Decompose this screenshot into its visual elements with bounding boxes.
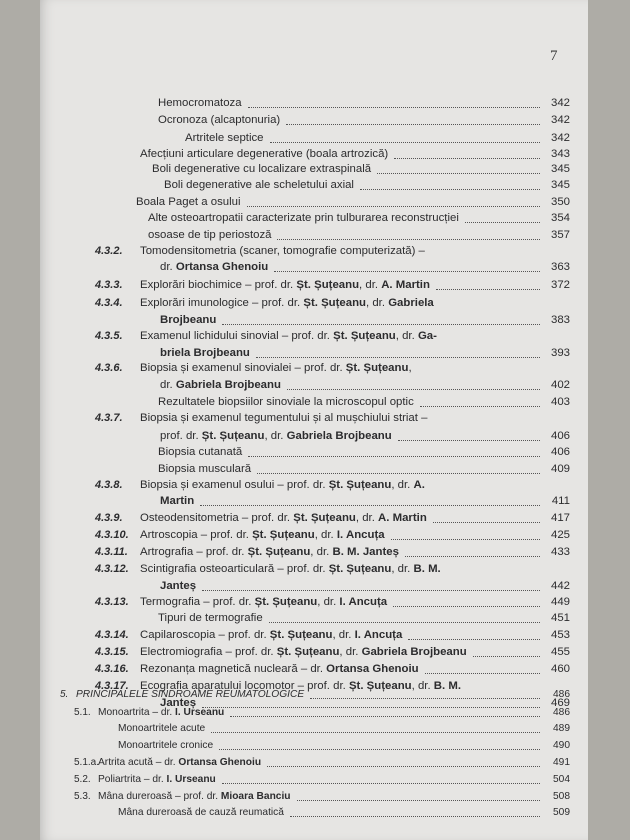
dotted-leader [270, 142, 540, 143]
toc-entry-title: prof. dr. Șt. Șuțeanu, dr. Gabriela Brojbeanu [160, 430, 392, 442]
dotted-leader [420, 406, 540, 407]
toc-entry-number: 4.3.17. [95, 680, 129, 692]
toc-entry-page: 342 [550, 97, 570, 109]
toc-entry-title: Explorări imunologice – prof. dr. Șt. Șuțeanu, dr. Gabriela [140, 297, 434, 309]
toc-entry-title: Biopsia și examenul sinovialei – prof. dr. Șt. Șuțeanu, [140, 362, 412, 374]
toc-entry-title: Tipuri de termografie [158, 612, 263, 624]
toc-entry-page: 345 [550, 179, 570, 191]
toc-entry-number: 4.3.3. [95, 279, 123, 291]
toc-entry-page: 490 [553, 740, 570, 751]
dotted-leader [297, 800, 540, 801]
toc-entry-title: dr. Gabriela Brojbeanu [160, 379, 281, 391]
toc-entry-page: 442 [550, 580, 570, 592]
book-page [40, 0, 588, 840]
dotted-leader [394, 158, 540, 159]
toc-entry-title: Biopsia și examenul osului – prof. dr. Șt. Șuțeanu, dr. A. [140, 479, 425, 491]
toc-entry-title: Capilaroscopia – prof. dr. Șt. Șuțeanu, dr. I. Ancuța [140, 629, 403, 641]
toc-entry-title: Monoartrita – dr. I. Urseanu [98, 707, 225, 718]
toc-entry-page: 357 [550, 229, 570, 241]
toc-entry-page: 489 [553, 723, 570, 734]
toc-entry-page: 504 [553, 774, 570, 785]
toc-entry-number: 5.3. [74, 791, 91, 802]
toc-entry-title: Monoartritele cronice [118, 740, 214, 751]
toc-entry-number: 4.3.15. [95, 646, 129, 658]
toc-entry-number: 4.3.14. [95, 629, 129, 641]
page-number: 7 [550, 48, 558, 64]
toc-entry-number: 4.3.7. [95, 412, 123, 424]
toc-entry-title: Martin [160, 495, 195, 507]
dotted-leader [473, 656, 540, 657]
dotted-leader [248, 456, 540, 457]
toc-entry-title: Mâna dureroasă – prof. dr. Mioara Banciu [98, 791, 291, 802]
dotted-leader [465, 222, 540, 223]
dotted-leader [269, 622, 540, 623]
toc-entry-number: 4.3.5. [95, 330, 123, 342]
toc-entry-title: Boala Paget a osului [136, 196, 241, 208]
toc-entry-page: 509 [553, 807, 570, 818]
toc-entry-page: 402 [550, 379, 570, 391]
dotted-leader [274, 271, 540, 272]
toc-entry-title: Afecțiuni articulare degenerative (boala artrozică) [140, 148, 389, 160]
toc-entry-title: Ocronoza (alcaptonuria) [158, 114, 281, 126]
toc-entry-number: 4.3.16. [95, 663, 129, 675]
toc-entry-page: 343 [550, 148, 570, 160]
toc-entry-page: 406 [550, 446, 570, 458]
toc-entry-page: 350 [550, 196, 570, 208]
toc-entry-number: 4.3.13. [95, 596, 129, 608]
toc-entry-number: 5.2. [74, 774, 91, 785]
toc-entry-title: Ecografia aparatului locomotor – prof. dr. Șt. Șuțeanu, dr. B. M. [140, 680, 461, 692]
dotted-leader [230, 716, 540, 717]
dotted-leader [436, 289, 540, 290]
toc-entry-title: Janteș [160, 580, 197, 592]
dotted-leader [202, 707, 540, 708]
toc-entry-page: 406 [550, 430, 570, 442]
dotted-leader [257, 473, 540, 474]
toc-entry-title: Electromiografia – prof. dr. Șt. Șuțeanu, dr. Gabriela Brojbeanu [140, 646, 467, 658]
toc-entry-title: Explorări biochimice – prof. dr. Șt. Șuțeanu, dr. A. Martin [140, 279, 430, 291]
toc-entry-page: 491 [553, 757, 570, 768]
toc-entry-title: Brojbeanu [160, 314, 217, 326]
toc-entry-title: Termografia – prof. dr. Șt. Șuțeanu, dr. I. Ancuța [140, 596, 388, 608]
toc-entry-page: 383 [550, 314, 570, 326]
toc-entry-title: Monoartritele acute [118, 723, 206, 734]
toc-entry-title: Artroscopia – prof. dr. Șt. Șuțeanu, dr. I. Ancuța [140, 529, 385, 541]
dotted-leader [393, 606, 540, 607]
dotted-leader [286, 124, 540, 125]
toc-entry-page: 449 [550, 596, 570, 608]
toc-entry-title: Artrita acută – dr. Ortansa Ghenoiu [98, 757, 262, 768]
toc-entry-title: dr. Ortansa Ghenoiu [160, 261, 269, 273]
toc-entry-title: Artritele septice [185, 132, 264, 144]
toc-entry-page: 363 [550, 261, 570, 273]
dotted-leader [222, 324, 540, 325]
dotted-leader [408, 639, 540, 640]
dotted-leader [391, 539, 540, 540]
toc-entry-title: Biopsia și examenul tegumentului și al mușchiului striat – [140, 412, 428, 424]
toc-entry-number: 4.3.11. [95, 546, 128, 558]
dotted-leader [248, 107, 540, 108]
dotted-leader [277, 239, 540, 240]
toc-entry-page: 469 [550, 697, 570, 709]
dotted-leader [377, 173, 540, 174]
dotted-leader [425, 673, 540, 674]
dotted-leader [219, 749, 540, 750]
toc-entry-number: 4.3.12. [95, 563, 129, 575]
toc-entry-title: Scintigrafia osteoarticulară – prof. dr. Șt. Șuțeanu, dr. B. M. [140, 563, 441, 575]
toc-entry-title: Rezultatele biopsiilor sinoviale la microscopul optic [158, 396, 414, 408]
dotted-leader [310, 698, 540, 699]
toc-entry-page: 451 [550, 612, 570, 624]
toc-entry-title: Boli degenerative ale scheletului axial [164, 179, 354, 191]
toc-entry-page: 455 [550, 646, 570, 658]
toc-entry-title: Boli degenerative cu localizare extraspinală [152, 163, 372, 175]
toc-entry-page: 403 [550, 396, 570, 408]
toc-entry-title: Alte osteoartropatii caracterizate prin tulburarea reconstrucției [148, 212, 459, 224]
toc-entry-title: osoase de tip periostoză [148, 229, 272, 241]
dotted-leader [202, 590, 540, 591]
toc-entry-title: Artrografia – prof. dr. Șt. Șuțeanu, dr. B. M. Janteș [140, 546, 399, 558]
toc-entry-title: Examenul lichidului sinovial – prof. dr. Șt. Șuțeanu, dr. Ga- [140, 330, 437, 342]
toc-entry-number: 4.3.2. [95, 245, 123, 257]
dotted-leader [290, 816, 540, 817]
toc-entry-title: Rezonanța magnetică nucleară – dr. Ortansa Ghenoiu [140, 663, 419, 675]
dotted-leader [256, 357, 540, 358]
toc-entry-title: Janteș [160, 697, 197, 709]
toc-entry-page: 453 [550, 629, 570, 641]
toc-entry-title: Tomodensitometria (scaner, tomografie computerizată) – [140, 245, 425, 257]
toc-entry-page: 425 [550, 529, 570, 541]
toc-entry-number: 4.3.10. [95, 529, 129, 541]
toc-entry-page: 417 [550, 512, 570, 524]
toc-entry-number: 5. [60, 689, 69, 700]
dotted-leader [287, 389, 540, 390]
toc-entry-page: 354 [550, 212, 570, 224]
toc-entry-number: 4.3.9. [95, 512, 123, 524]
toc-entry-number: 4.3.6. [95, 362, 123, 374]
dotted-leader [405, 556, 540, 557]
toc-entry-number: 4.3.4. [95, 297, 123, 309]
dotted-leader [433, 522, 540, 523]
toc-entry-page: 342 [550, 114, 570, 126]
toc-entry-title: PRINCIPALELE SINDROAME REUMATOLOGICE [76, 689, 305, 700]
dotted-leader [398, 440, 540, 441]
toc-entry-page: 486 [553, 689, 570, 700]
toc-entry-page: 345 [550, 163, 570, 175]
toc-entry-page: 372 [550, 279, 570, 291]
dotted-leader [211, 732, 540, 733]
dotted-leader [222, 783, 540, 784]
toc-entry-title: briela Brojbeanu [160, 347, 250, 359]
toc-entry-title: Mâna dureroasă de cauză reumatică [118, 807, 284, 818]
toc-entry-title: Biopsia cutanată [158, 446, 243, 458]
toc-entry-number: 4.3.8. [95, 479, 123, 491]
toc-entry-title: Poliartrita – dr. I. Urseanu [98, 774, 216, 785]
toc-entry-number: 5.1. [74, 707, 91, 718]
dotted-leader [267, 766, 540, 767]
toc-entry-title: Biopsia musculară [158, 463, 252, 475]
toc-entry-page: 409 [550, 463, 570, 475]
toc-entry-page: 486 [553, 707, 570, 718]
toc-entry-page: 460 [550, 663, 570, 675]
toc-entry-page: 433 [550, 546, 570, 558]
toc-entry-title: Osteodensitometria – prof. dr. Șt. Șuțeanu, dr. A. Martin [140, 512, 427, 524]
toc-entry-title: Hemocromatoza [158, 97, 242, 109]
dotted-leader [360, 189, 540, 190]
toc-entry-page: 508 [553, 791, 570, 802]
toc-entry-page: 411 [551, 495, 570, 507]
dotted-leader [247, 206, 540, 207]
toc-entry-page: 393 [550, 347, 570, 359]
dotted-leader [200, 505, 540, 506]
toc-entry-page: 342 [550, 132, 570, 144]
toc-entry-number: 5.1.a. [74, 757, 100, 768]
